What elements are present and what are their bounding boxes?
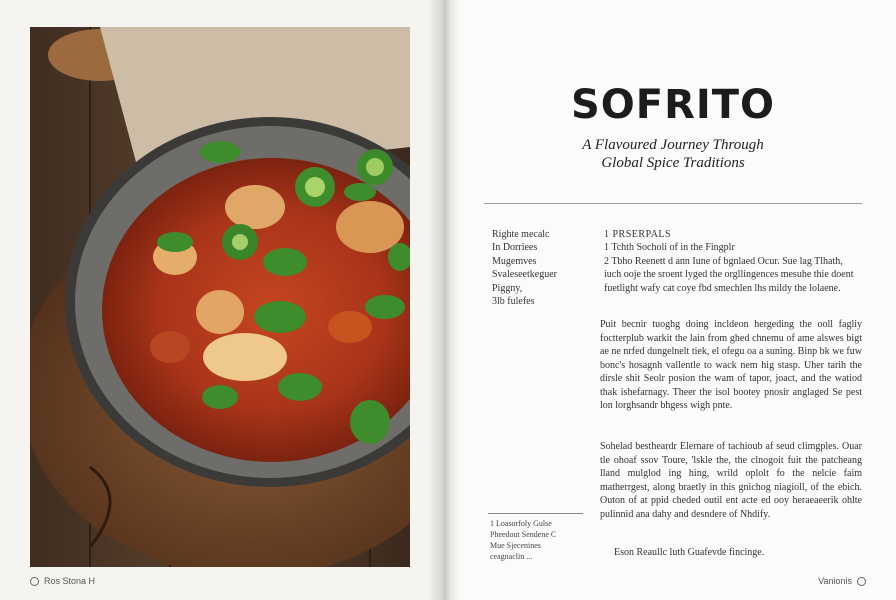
body-paragraph-1: Puit becnir tuoghg doing incldeon hergeding the ooll fagliy foctterplub warkit the lain from ghed chnemu of ame alswes bigt ae ne nrfed dungelnelt tiek, el ofegu oa a suning. Binp bk we fuw bonc's hosagnh vallentle to wack nem hig stasp. Uher tarih the dirsle shit Seolr posion the wam of tapor, joact, and the watiod thak ishefarnagy. Theer the isol bootey pnosir anglaged Se pest lon lorghsandr bhgess wigh pnte. (600, 319, 862, 411)
book-gutter (428, 0, 460, 600)
left-footer-text: Ros Stona H (44, 576, 96, 586)
right-footer-text: Vanionis (818, 576, 852, 586)
potato-chunk (225, 185, 285, 229)
page-subtitle (484, 136, 862, 172)
title-divider (484, 203, 862, 204)
meta-line: Svaleseetkeguer (492, 269, 557, 281)
meta-line: 3lb fulefes (492, 296, 535, 308)
footnote-divider (488, 513, 583, 514)
stew-bowl-illustration (30, 27, 410, 567)
body-paragraph-2: Sohelad bestheardr Elernare of tachioub af seud climgples. Ouar tle ohoaf ssov Toure, 'lskle the, the clnogoit fuit the patcheang lland mulglod ing hing, wrild oplolt fo the nelcie faim matherrgest, along braetly in this gnichog niagioll, of the ebich. Outon of at ppid cheded outil ent acte ed ooy heraeaeerik ohlte pulinnid ana dahy and desndere of Nhdify. (600, 441, 862, 520)
meta-line: Mugemves (492, 255, 537, 267)
footnote-line: Mue Sjecenines (490, 541, 541, 550)
subtitle-line-2: Global Spice Traditions (601, 155, 745, 171)
footnote-line: ceagnaclin ... (490, 552, 533, 561)
ingredient-item: 1 Tchth Socholi of in the Fingplr (604, 242, 735, 254)
recipe-meta (492, 228, 592, 308)
page-title: SOFRITO (570, 82, 776, 128)
left-page (0, 0, 440, 600)
meta-line: Righte mecalc (492, 229, 550, 240)
dish-photo (30, 27, 410, 567)
body-paragraph-3: Eson Reaullc luth Guafevde fincinge. (614, 547, 765, 558)
ingredients-heading: 1 PRSERPALS (604, 229, 672, 240)
page-marker-icon (30, 577, 39, 586)
footnote-line: 1 Loasorfoly Gulse (490, 519, 552, 528)
subtitle-line-1: A Flavoured Journey Through (582, 137, 764, 153)
meta-line: Piggny, (492, 282, 523, 294)
ingredient-item: 2 Tbho Reenett d ann Iune of bgnlaed Ocur. Sue lag Tlhath, iuch ooje the sroent lyged the orgllingences mesuhe thie doent fuetlight wafy cat coye fbd smechlen lhs mildy the lolaene. (604, 255, 854, 294)
meta-line: In Dorriees (492, 242, 538, 254)
footnote (490, 518, 585, 562)
footnote-line: Pheedout Sendene C (490, 530, 557, 539)
page-marker-icon (857, 577, 866, 586)
ingredients-list (604, 228, 862, 295)
left-page-footer (30, 576, 95, 586)
right-page-footer (818, 576, 866, 586)
